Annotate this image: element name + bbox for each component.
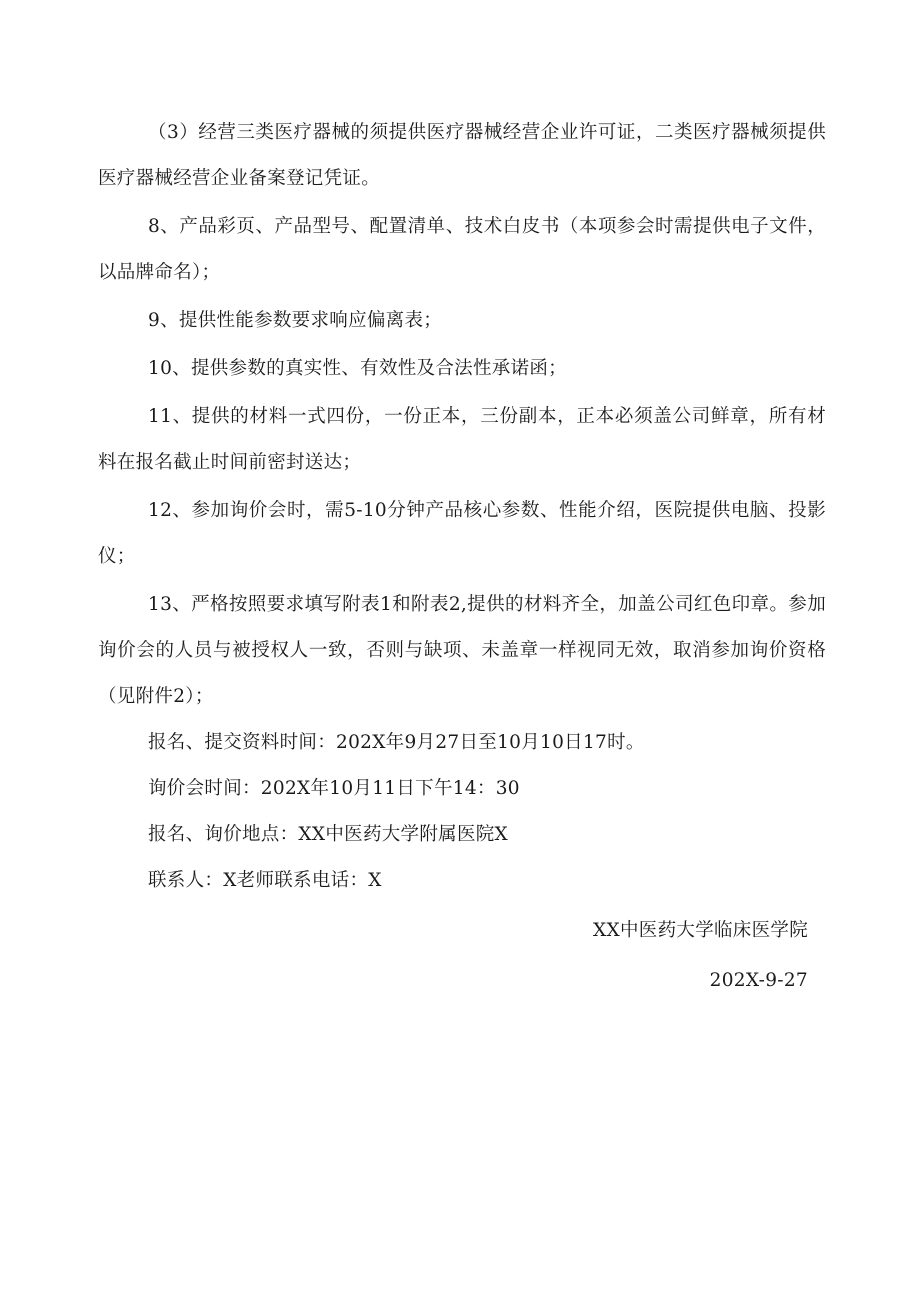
paragraph-item-8: 8、产品彩页、产品型号、配置清单、技术白皮书（本项参会时需提供电子文件，以品牌命名）； [98,216,826,283]
inquiry-meeting-time: 询价会时间：202X年10月11日下午14：30 [148,778,520,799]
paragraph-item-10: 10、提供参数的真实性、有效性及合法性承诺函； [148,358,567,379]
signature-organization: XX中医药大学临床医学院 [593,920,808,941]
paragraph-item-12: 12、参加询价会时，需5-10分钟产品核心参数、性能介绍，医院提供电脑、投影仪； [98,500,826,567]
paragraph-item-13: 13、严格按照要求填写附表1和附表2,提供的材料齐全，加盖公司红色印章。参加询价会的人员与被授权人一致，否则与缺项、未盖章一样视同无效，取消参加询价资格（见附件2）； [98,594,826,707]
contact-info: 联系人：X老师联系电话：X [148,870,382,891]
registration-time: 报名、提交资料时间：202X年9月27日至10月10日17时。 [148,732,645,753]
inquiry-location: 报名、询价地点：XX中医药大学附属医院X [148,824,509,845]
paragraph-item-9: 9、提供性能参数要求响应偏离表； [148,310,443,331]
paragraph-license: （3）经营三类医疗器械的须提供医疗器械经营企业许可证，二类医疗器械须提供医疗器械经营企业备案登记凭证。 [98,122,826,189]
paragraph-item-11: 11、提供的材料一式四份，一份正本，三份副本，正本必须盖公司鲜章，所有材料在报名截止时间前密封送达； [98,406,826,473]
document-page [98,110,826,1004]
signature-date: 202X-9-27 [709,970,808,991]
